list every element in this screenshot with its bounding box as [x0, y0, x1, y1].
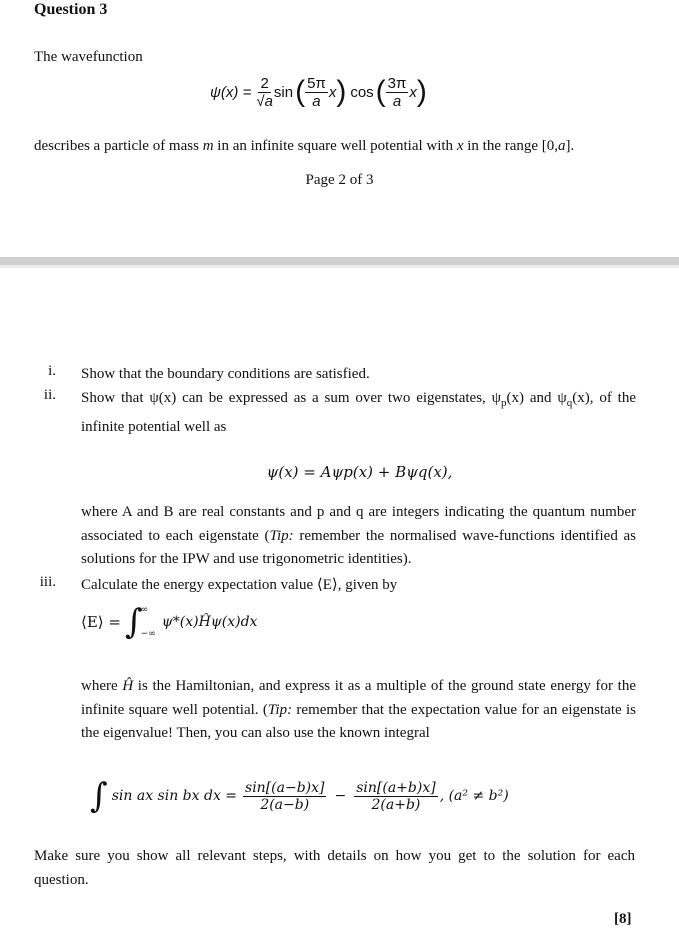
integral-minus: − [334, 788, 347, 804]
integral-lhs: sin ax sin bx dx = [111, 788, 238, 804]
item-ii-sub-q: q [566, 397, 573, 409]
describes-part3: in the range [0, [463, 138, 559, 154]
describes-part2: in an infinite square well potential with [213, 138, 457, 154]
item-ii-number: ii. [43, 387, 56, 403]
right-paren-2: ) [416, 75, 427, 108]
describes-text [34, 135, 574, 158]
describes-part4: ]. [565, 138, 575, 154]
wavefunction-lhs: ψ(x) = [210, 83, 252, 101]
coef-num: 2 [260, 74, 269, 92]
frac2-den: 2(a+b) [371, 796, 421, 813]
item-iii-text: Calculate the energy expectation value ⟨E⟩, given by [81, 577, 398, 593]
describes-a: a [558, 138, 566, 154]
integral-fraction-1 [243, 781, 326, 812]
expectation-integrand: ψ*(x)Ĥψ(x)dx [161, 614, 258, 630]
expectation-lhs: ⟨E⟩ = [81, 613, 121, 631]
item-iii-tip: Tip: [267, 701, 293, 718]
item-iii-h-hat: Ĥ [122, 678, 134, 694]
item-ii-where-b: remember the normalised wave-functions identified as solutions for the IPW and use trigonometric identities). [81, 527, 637, 567]
eigenstate-sum-equation: ψ(x) = Aψp(x) + Bψq(x), [266, 463, 453, 481]
page-label: Page 2 of 3 [305, 172, 374, 188]
describes-x: x [456, 138, 464, 154]
integral-condition: , (a² ≠ b²) [439, 788, 509, 804]
sin-label: sin [273, 83, 294, 101]
item-ii-where-a: where A and B are real constants and p and q are integers indicating the quantum number associated to each eigenstate ( [81, 504, 636, 544]
marks-label: [8] [614, 911, 632, 927]
item-iii-where-b: is the Hamiltonian, and express it as a multiple of the ground state energy for the infinite square well potential. ( [81, 678, 636, 718]
arg2-num: 3π [387, 74, 407, 92]
item-ii-text-b: (x) and ψ [506, 390, 567, 406]
integral-limits [141, 605, 156, 639]
describes-part1: describes a particle of mass [34, 138, 203, 154]
item-ii-where-text [81, 501, 636, 572]
left-paren-2: ( [375, 75, 386, 108]
frac1-num: sin[(a−b)x] [245, 779, 325, 796]
arg1-den: a [312, 92, 321, 110]
item-i-number: i. [48, 363, 56, 379]
arg1-fraction [305, 76, 328, 109]
cos-label: cos [350, 83, 374, 101]
describes-m: m [202, 138, 214, 154]
closing-text: Make sure you show all relevant steps, with details on how you get to the solution for each question. [34, 848, 635, 888]
frac2-num: sin[(a+b)x] [356, 779, 436, 796]
left-paren-1: ( [295, 75, 306, 108]
frac1-den: 2(a−b) [260, 796, 310, 813]
arg1-num: 5π [307, 74, 326, 92]
item-ii-text [81, 387, 636, 439]
item-ii-sub-p: p [501, 397, 507, 409]
intro-text: The wavefunction [34, 49, 143, 65]
lower-limit: −∞ [140, 629, 156, 639]
item-ii-text-a: Show that ψ(x) can be expressed as a sum over two eigenstates, ψ [81, 390, 502, 406]
integral-sign-2: ∫ [90, 776, 108, 816]
integral-sign-1: ∫ [125, 602, 143, 642]
item-iii-number: iii. [39, 574, 56, 590]
arg2-fraction [386, 76, 409, 109]
coef-den: √a [256, 92, 273, 110]
item-iii-where-c: remember that the expectation value for an eigenstate is the eigenvalue! Then, you can also use the known integral [81, 701, 636, 741]
integral-fraction-2 [354, 781, 437, 812]
question-title: Question 3 [34, 1, 108, 18]
arg2-x: x [409, 83, 417, 101]
item-iii-where-text [81, 675, 636, 746]
arg2-den: a [392, 92, 402, 110]
item-ii-text-c: (x), of the infinite potential well as [81, 390, 637, 435]
right-paren-1: ) [336, 75, 347, 108]
item-i-text: Show that the boundary conditions are satisfied. [81, 366, 370, 382]
upper-limit: ∞ [140, 605, 149, 615]
arg1-x: x [328, 83, 337, 101]
known-integral-equation [90, 774, 509, 818]
page-separator-shadow [0, 265, 679, 268]
expectation-equation [81, 604, 257, 640]
wavefunction-equation [210, 71, 427, 113]
page-separator [0, 257, 679, 265]
item-ii-tip: Tip: [269, 527, 294, 544]
item-iii-where-a: where [81, 678, 123, 694]
coef-fraction [256, 76, 273, 109]
